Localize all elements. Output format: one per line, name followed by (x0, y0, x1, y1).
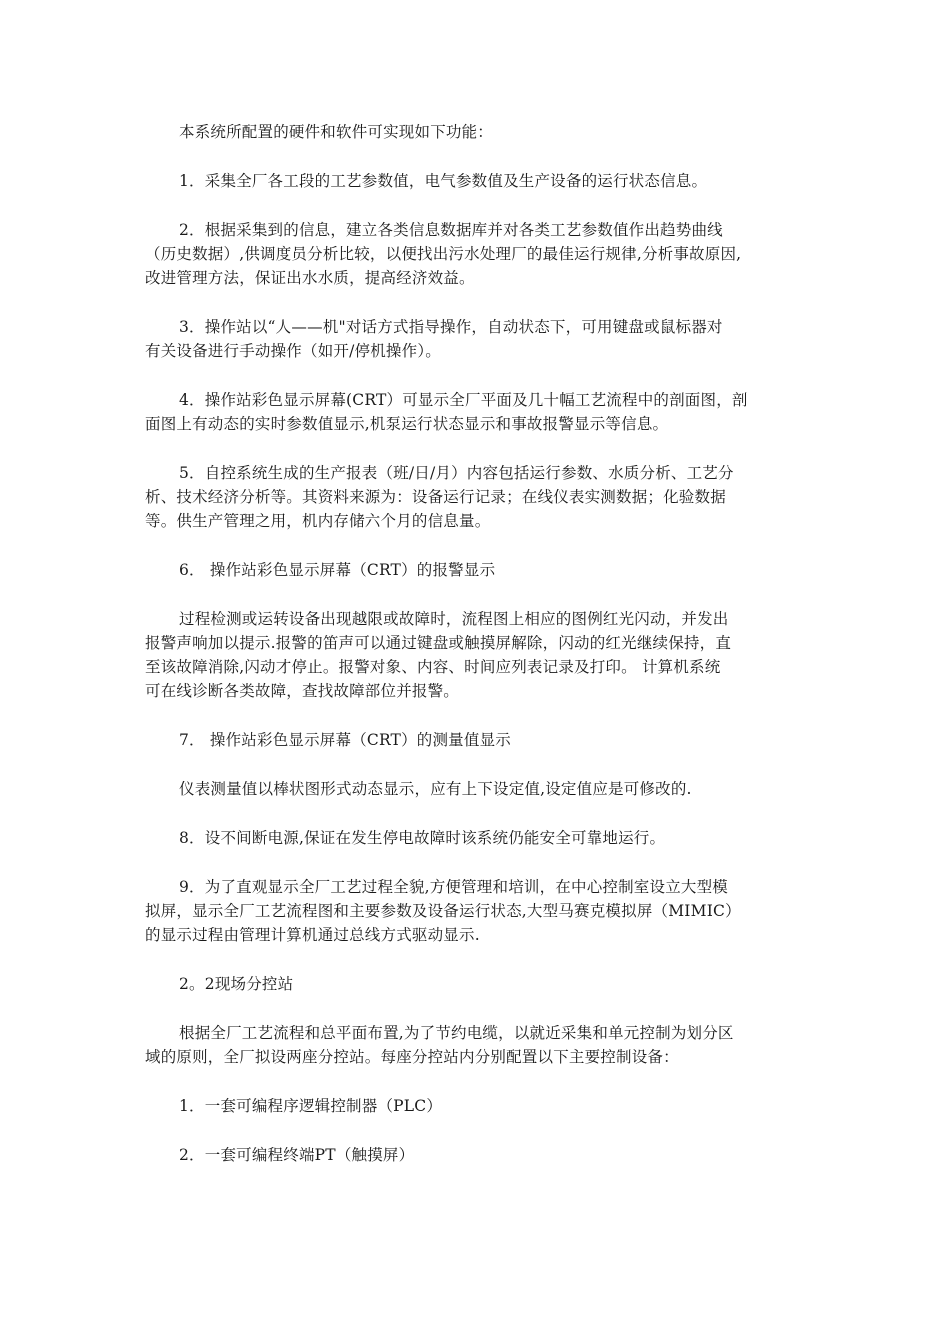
text-line: 有关设备进行手动操作（如开/停机操作）。 (145, 342, 441, 360)
text-line: 可在线诊断各类故障，查找故障部位并报警。 (145, 682, 460, 700)
text-line: 1．一套可编程序逻辑控制器（PLC） (179, 1097, 443, 1115)
text-line: 3．操作站以“人——机"对话方式指导操作，自动状态下，可用键盘或鼠标器对 (179, 318, 723, 336)
text-line: 7． 操作站彩色显示屏幕（CRT）的测量值显示 (179, 731, 511, 749)
text-line: 改进管理方法，保证出水水质，提高经济效益。 (145, 269, 475, 287)
text-line: 的显示过程由管理计算机通过总线方式驱动显示. (145, 926, 480, 944)
paragraph-field-stations (145, 1021, 815, 1069)
text-line: 2．一套可编程终端PT（触摸屏） (179, 1146, 415, 1164)
paragraph-item-4 (145, 388, 815, 436)
text-line: 析、技术经济分析等。其资料来源为：设备运行记录；在线仪表实测数据；化验数据 (145, 488, 726, 506)
text-line: （历史数据）,供调度员分析比较，以便找出污水处理厂的最佳运行规律,分析事故原因, (145, 245, 742, 263)
text-line: 9．为了直观显示全厂工艺过程全貌,方便管理和培训，在中心控制室设立大型模 (179, 878, 728, 896)
paragraph-item-1 (145, 169, 815, 193)
text-line: 域的原则，全厂拟设两座分控站。每座分控站内分别配置以下主要控制设备： (145, 1048, 679, 1066)
paragraph-pt-item (145, 1143, 815, 1167)
paragraph-item-5 (145, 461, 815, 533)
section-heading-2-2 (145, 972, 815, 996)
text-line: 6． 操作站彩色显示屏幕（CRT）的报警显示 (179, 561, 496, 579)
text-line: 等。供生产管理之用，机内存储六个月的信息量。 (145, 512, 491, 530)
text-line: 2．根据采集到的信息，建立各类信息数据库并对各类工艺参数值作出趋势曲线 (179, 221, 723, 239)
paragraph-item-6-heading (145, 558, 815, 582)
paragraph-plc-item (145, 1094, 815, 1118)
paragraph-intro (145, 120, 815, 144)
text-line: 5．自控系统生成的生产报表（班/日/月）内容包括运行参数、水质分析、工艺分 (179, 464, 734, 482)
text-line: 根据全厂工艺流程和总平面布置,为了节约电缆，以就近采集和单元控制为划分区 (179, 1024, 734, 1042)
text-line: 8．设不间断电源,保证在发生停电故障时该系统仍能安全可靠地运行。 (179, 829, 666, 847)
text-line: 报警声响加以提示.报警的笛声可以通过键盘或触摸屏解除，闪动的红光继续保持，直 (145, 634, 732, 652)
text-line: 仪表测量值以棒状图形式动态显示，应有上下设定值,设定值应是可修改的. (179, 780, 692, 798)
text-line: 2。2现场分控站 (179, 975, 294, 993)
paragraph-item-2 (145, 218, 815, 290)
paragraph-item-9 (145, 875, 815, 947)
paragraph-alarm-description (145, 607, 815, 703)
text-line: 至该故障消除,闪动才停止。报警对象、内容、时间应列表记录及打印。 计算机系统 (145, 658, 721, 676)
paragraph-item-7-heading (145, 728, 815, 752)
text-line: 本系统所配置的硬件和软件可实现如下功能： (179, 123, 494, 141)
paragraph-item-8 (145, 826, 815, 850)
text-line: 4．操作站彩色显示屏幕(CRT）可显示全厂平面及几十幅工艺流程中的剖面图，剖 (179, 391, 748, 409)
paragraph-item-3 (145, 315, 815, 363)
document-page (145, 120, 815, 1192)
text-line: 面图上有动态的实时参数值显示,机泵运行状态显示和事故报警显示等信息。 (145, 415, 669, 433)
text-line: 1．采集全厂各工段的工艺参数值，电气参数值及生产设备的运行状态信息。 (179, 172, 708, 190)
text-line: 过程检测或运转设备出现越限或故障时，流程图上相应的图例红光闪动，并发出 (179, 610, 729, 628)
paragraph-measurement-description (145, 777, 815, 801)
text-line: 拟屏，显示全厂工艺流程图和主要参数及设备运行状态,大型马赛克模拟屏（MIMIC） (145, 902, 741, 920)
